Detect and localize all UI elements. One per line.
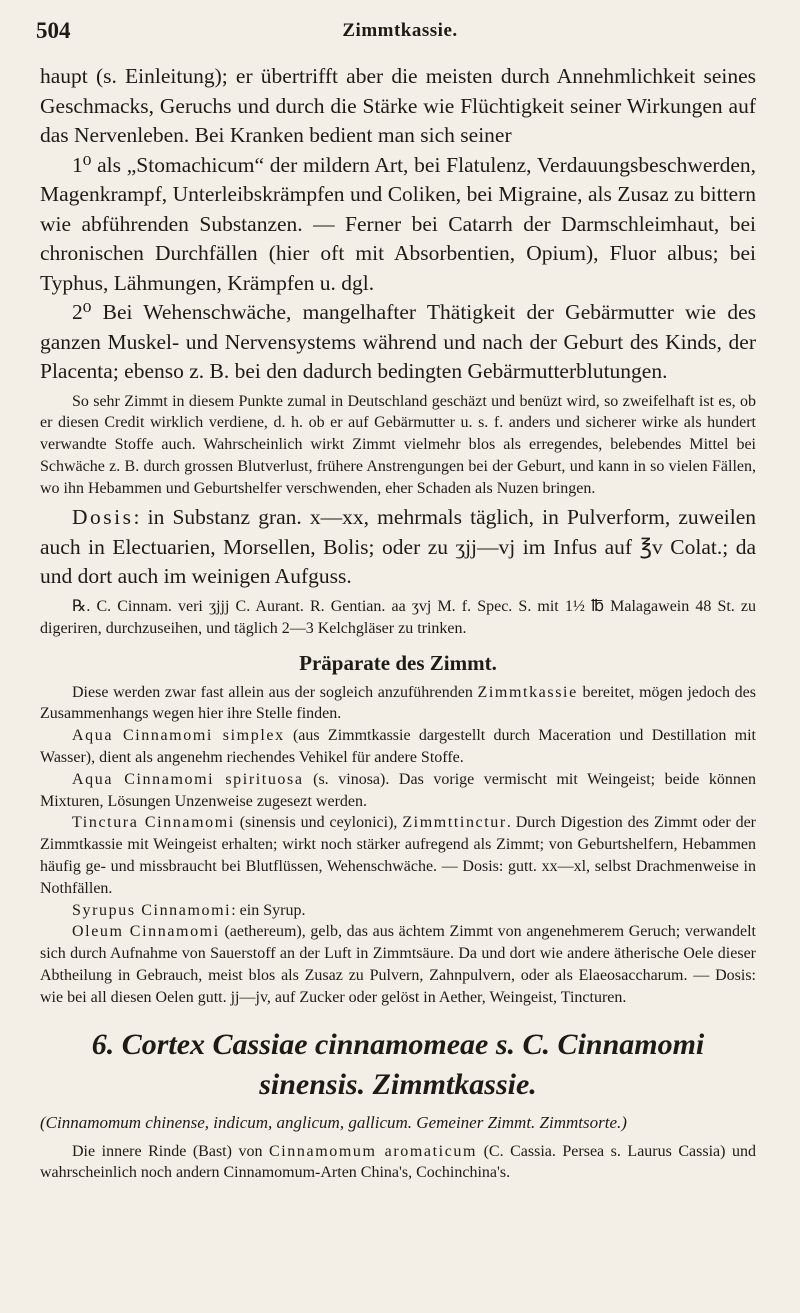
oleum-entry: Oleum Cinnamomi (aethereum), gelb, das aus ächtem Zimmt von angenehmerem Geruch; verwandelt sich durch Aufnahme von Sauerstoff an der Luft in Zimmtsäure. Da und dort wie andere ätherische Oele dieser Abtheilung in Gebrauch, meist blos als Zusaz zu Pulvern, Zahnpulvern, oder als Elaeosaccharum. — Dosis: wie bei all diesen Oelen gutt. jj—jv, auf Zucker oder gelöst in Aether, Weingeist, Tincturen. — [40, 923, 756, 1006]
dosis-text: : in Substanz gran. x—xx, mehrmals täglich, in Pulverform, zuweilen auch in Electuarien, Morsellen, Bolis; oder zu ʒjj—vj im Infus auf ℥v Colat.; da und dort auch im weinigen Aufguss. — [40, 505, 756, 589]
chapter-title-line2: sinensis. Zimmtkassie. — [259, 1067, 537, 1101]
desc-species-name: Cinnamomum aromaticum — [268, 1142, 478, 1160]
tinctura-german: Zimmttinctur — [402, 814, 507, 832]
aqua-simplex-entry: Aqua Cinnamomi simplex (aus Zimmtkassie dargestellt durch Maceration und Destillation mit Wasser), dient als angenehm riechendes Vehikel für andere Stoffe. — [40, 727, 756, 766]
note-paragraph: So sehr Zimmt in diesem Punkte zumal in Deutschland geschäzt und benüzt wird, so zweifelhaft ist es, ob er diesen Credit wirklich verdiene, d. h. ob er auf Gebärmutter u. s. f. anders und sicherer wirke als hundert verwandte Stoffe auch. Wahrscheinlich wirkt Zimmt vielmehr blos als erregendes, belebendes Mittel bei Schwäche z. B. durch grossen Blutverlust, frühere Anstrengungen bei der Geburt, und kann in so vielen Fällen, wo ihn Hebammen und Geburtshelfer verschwenden, eher Schaden als Nuzen bringen. — [40, 392, 756, 497]
aqua-spirituosa-name: Aqua Cinnamomi spirituosa — [72, 770, 304, 788]
chapter-synonyms: (Cinnamomum chinense, indicum, anglicum, gallicum. Gemeiner Zimmt. Zimmtsorte.) — [40, 1112, 627, 1132]
chapter-description: Die innere Rinde (Bast) von Cinnamomum aromaticum (C. Cassia. Persea s. Laurus Cassia) und wahrscheinlich noch andern Cinnamomum-Arten China's, Cochinchina's. — [40, 1142, 756, 1182]
running-head: Zimmtkassie. — [342, 20, 458, 41]
paragraph-stomachicum: 1⁰ als „Stomachicum“ der mildern Art, bei Flatulenz, Verdauungsbeschwerden, Magenkrampf, Unterleibskrämpfen und Coliken, bei Migraine, als Zusaz zu bittern wie abführenden Substanzen. — Ferner bei Catarrh der Darmschleimhaut, bei chronischen Durchfällen (hier oft mit Absorbentien, Opium), Fluor albus; bei Typhus, Lähmungen, Krämpfen u. dgl. — [40, 152, 756, 295]
dosis-label: Dosis — [72, 505, 134, 530]
syrupus-name: Syrupus Cinnamomi — [72, 901, 232, 919]
oleum-name: Oleum Cinnamomi — [72, 923, 220, 941]
tinctura-entry: Tinctura Cinnamomi (sinensis und ceylonici), Zimmttinctur. Durch Digestion des Zimmt oder der Zimmtkassie mit Weingeist erhalten; wirkt noch stärker aufregend als Zimmt; von Geburtshelfern, Hebammen häufig ge- und missbraucht bei Blutflüssen, Wehenschwäche. — Dosis: gutt. xx—xl, selbst Drachmenweise in Nothfällen. — [40, 814, 756, 897]
paragraph-wehenschwaeche: 2⁰ Bei Wehenschwäche, mangelhafter Thätigkeit der Gebärmutter wie des ganzen Muskel- und Nervensystems während und nach der Geburt des Kinds, der Placenta; ebenso z. B. bei den dadurch bedingten Gebärmutterblutungen. — [40, 300, 756, 383]
recipe-paragraph: ℞. C. Cinnam. veri ʒjjj C. Aurant. R. Gentian. aa ʒvj M. f. Spec. S. mit 1½ ℔ Malagawein 48 St. zu digeriren, durchzuseihen, und täglich 2—3 Kelchgläser zu trinken. — [40, 597, 756, 637]
dosis-paragraph — [40, 503, 756, 592]
term-zimmtkassie: Zimmtkassie — [477, 683, 578, 701]
aqua-spirituosa-entry: Aqua Cinnamomi spirituosa (s. vinosa). Das vorige vermischt mit Weingeist; beide können Mixturen, Lösungen Unzenweise zugesezt werden. — [40, 770, 756, 810]
chapter-title — [40, 1025, 756, 1105]
preparations-heading: Präparate des Zimmt. — [299, 650, 497, 675]
page-header — [36, 18, 764, 44]
tinctura-name: Tinctura Cinnamomi — [72, 814, 235, 832]
paragraph-intro: haupt (s. Einleitung); er übertrifft aber die meisten durch Annehmlichkeit seines Geschmacks, Geruchs und durch die Stärke wie Flüchtigkeit seiner Wirkungen auf das Nervenleben. Bei Kranken bedient man sich seiner — [40, 64, 756, 147]
page-number: 504 — [36, 18, 71, 43]
syrupus-entry: Syrupus Cinnamomi: ein Syrup. — [72, 901, 306, 919]
page-body — [40, 62, 756, 1184]
chapter-title-line1: 6. Cortex Cassiae cinnamomeae s. C. Cinnamomi — [91, 1027, 705, 1061]
preparations-intro: Diese werden zwar fast allein aus der sogleich anzuführenden Zimmtkassie bereitet, mögen jedoch des Zusammenhangs wegen hier ihre Stelle finden. — [40, 683, 756, 723]
aqua-simplex-name: Aqua Cinnamomi simplex — [72, 727, 285, 745]
